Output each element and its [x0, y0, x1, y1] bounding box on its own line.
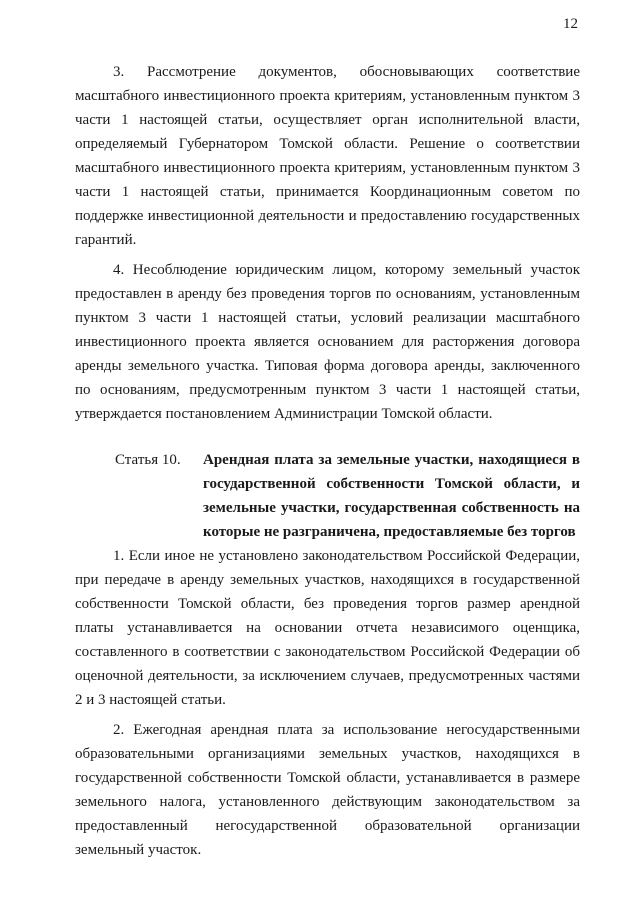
paragraph-4: 4. Несоблюдение юридическим лицом, которому земельный участок предоставлен в аренду без проведения торгов по основаниям, установленным пунктом 3 части 1 настоящей статьи, условий реализации масштабного инвестиционного проекта является основанием для расторжения договора аренды земельного участка. Типовая форма договора аренды, заключенного по основаниям, предусмотренным пунктом 3 части 1 настоящей статьи, утверждается постановлением Администрации Томской области.	[75, 262, 580, 422]
page-number: 12	[563, 16, 578, 32]
document-body	[75, 60, 580, 862]
article-label: Статья 10.	[115, 452, 181, 468]
article-10-paragraph-2: 2. Ежегодная арендная плата за использование негосударственными образовательными организациями земельных участков, находящихся в государственной собственности Томской области, устанавливается в размере земельного налога, установленного действующим законодательством за предоставленный негосударственной образовательной организации земельный участок.	[75, 722, 580, 858]
article-title: Арендная плата за земельные участки, находящиеся в государственной собственности Томской области, и земельные участки, государственная собственность на которые не разграничена, предоставляемые без торгов	[203, 452, 580, 540]
article-heading	[115, 448, 580, 544]
article-10-paragraph-1: 1. Если иное не установлено законодательством Российской Федерации, при передаче в аренду земельных участков, находящихся в государственной собственности Томской области, без проведения торгов размер арендной платы устанавливается на основании отчета независимого оценщика, составленного в соответствии с законодательством Российской Федерации об оценочной деятельности, за исключением случаев, предусмотренных частями 2 и 3 настоящей статьи.	[75, 548, 580, 708]
paragraph-3: 3. Рассмотрение документов, обосновывающих соответствие масштабного инвестиционного проекта критериям, установленным пунктом 3 части 1 настоящей статьи, осуществляет орган исполнительной власти, определяемый Губернатором Томской области. Решение о соответствии масштабного инвестиционного проекта критериям, установленным пунктом 3 части 1 настоящей статьи, принимается Координационным советом по поддержке инвестиционной деятельности и предоставлению государственных гарантий.	[75, 64, 580, 248]
